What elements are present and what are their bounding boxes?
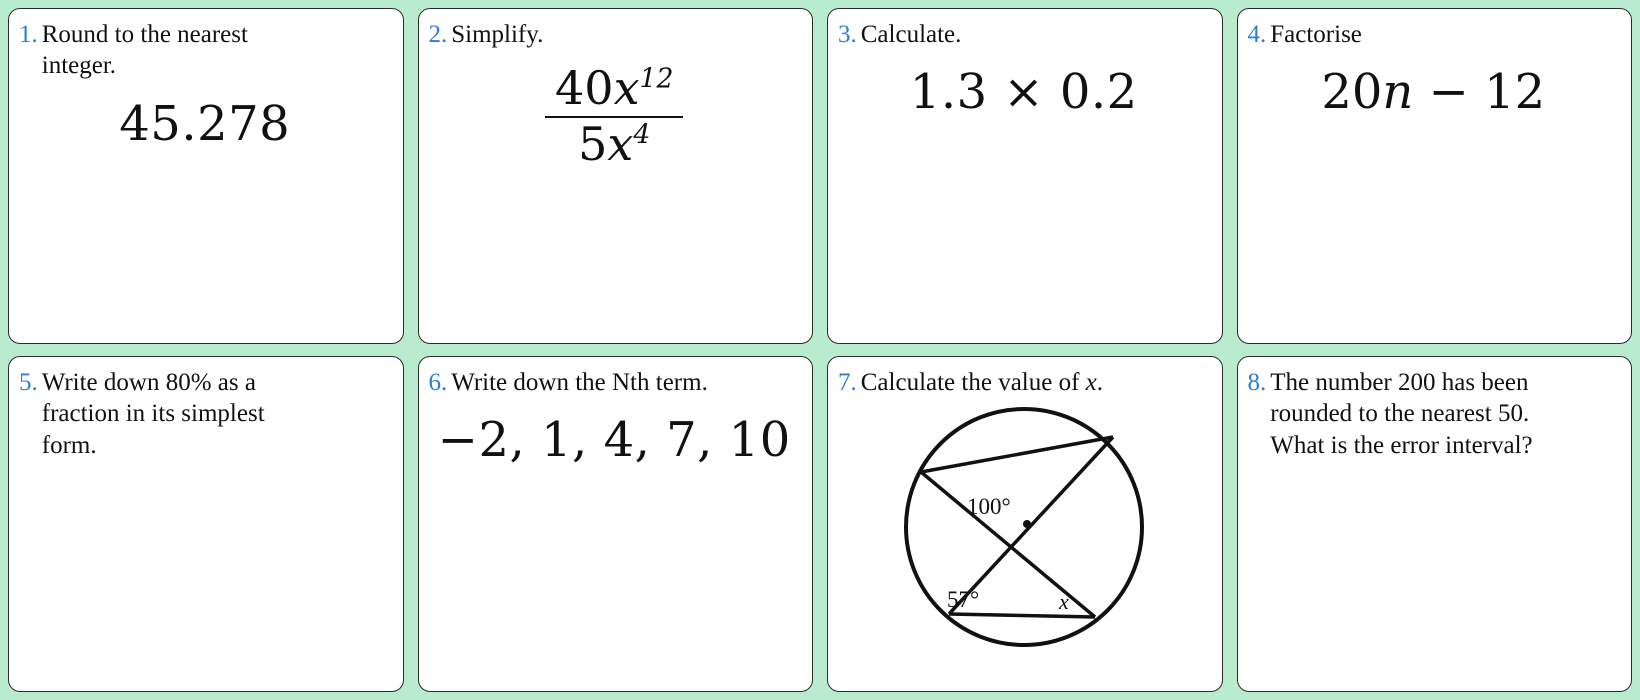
angle-label-57: 57° [946, 587, 979, 613]
question-5-body [19, 461, 391, 683]
question-1-body [19, 82, 391, 336]
question-card-3 [827, 8, 1223, 344]
denominator-variable: x [607, 117, 634, 172]
question-7-prompt-end: . [1096, 369, 1104, 396]
question-5-header [19, 367, 391, 461]
question-2-prompt: Simplify. [451, 21, 544, 48]
expression-coefficient: 20 [1321, 64, 1383, 121]
question-card-1 [8, 8, 404, 344]
question-1-prompt [42, 19, 248, 82]
question-7-prompt [861, 367, 1103, 398]
denominator-coefficient: 5 [578, 117, 608, 172]
question-6-prompt: Write down the Nth term. [451, 369, 708, 396]
question-6-header [429, 367, 801, 398]
question-2-number: 2. [428, 21, 448, 48]
expression-variable: n [1382, 64, 1414, 121]
expression-suffix: − 12 [1413, 64, 1546, 121]
question-6-expression: −2, 1, 4, 7, 10 [437, 412, 791, 469]
question-5-number: 5. [19, 369, 38, 396]
question-1-number: 1. [19, 21, 38, 48]
angle-label-100: 100° [966, 494, 1011, 520]
question-7-diagram [838, 398, 1210, 652]
question-2-fraction [545, 61, 683, 172]
question-1-header [19, 19, 391, 82]
denominator-power: 4 [633, 120, 651, 152]
fraction-denominator [568, 118, 660, 170]
angle-label-x: x [1058, 589, 1069, 615]
question-4-header [1248, 19, 1620, 50]
question-3-number: 3. [838, 21, 857, 48]
question-4-body [1248, 50, 1620, 335]
question-1-expression: 45.278 [119, 95, 291, 152]
chord-base [949, 614, 1095, 617]
question-card-7 [827, 356, 1223, 692]
question-3-body [838, 50, 1210, 335]
question-6-body [429, 398, 801, 683]
question-3-header [838, 19, 1210, 50]
numerator-variable: x [613, 61, 640, 116]
question-5-prompt-line3: form. [41, 431, 97, 459]
question-3-prompt: Calculate. [860, 21, 962, 48]
question-7-header [838, 367, 1210, 398]
question-7-prompt-variable: x [1085, 369, 1097, 396]
question-8-body [1248, 461, 1620, 683]
question-5-prompt [42, 367, 265, 461]
question-8-header [1248, 367, 1620, 461]
question-4-expression [1321, 64, 1545, 120]
question-5-prompt-line2: fraction in its simplest [41, 400, 265, 428]
question-8-prompt-line1: The number 200 has been [1270, 369, 1529, 396]
question-2-header [429, 19, 801, 50]
question-8-prompt-line2: rounded to the nearest 50. [1270, 400, 1530, 428]
circle-theorem-diagram [899, 402, 1149, 652]
question-card-2 [418, 8, 814, 344]
question-3-expression: 1.3 × 0.2 [909, 64, 1138, 121]
question-card-4 [1237, 8, 1633, 344]
question-8-number: 8. [1247, 369, 1267, 396]
question-8-prompt-line3: What is the error interval? [1270, 431, 1533, 459]
question-card-6 [418, 356, 814, 692]
question-7-prompt-text: Calculate the value of [860, 369, 1086, 396]
question-4-prompt: Factorise [1270, 21, 1362, 48]
question-card-5 [8, 356, 404, 692]
question-5-prompt-line1: Write down 80% as a [41, 369, 256, 396]
fraction-numerator [545, 61, 683, 116]
question-1-prompt-line1: Round to the nearest [41, 21, 248, 48]
numerator-power: 12 [639, 63, 674, 95]
question-8-prompt [1270, 367, 1532, 461]
numerator-coefficient: 40 [555, 61, 614, 116]
question-6-number: 6. [428, 369, 448, 396]
question-4-number: 4. [1247, 21, 1267, 48]
question-card-8 [1237, 356, 1633, 692]
question-7-number: 7. [838, 369, 857, 396]
question-2-body [429, 50, 801, 335]
question-1-prompt-line2: integer. [41, 52, 117, 80]
